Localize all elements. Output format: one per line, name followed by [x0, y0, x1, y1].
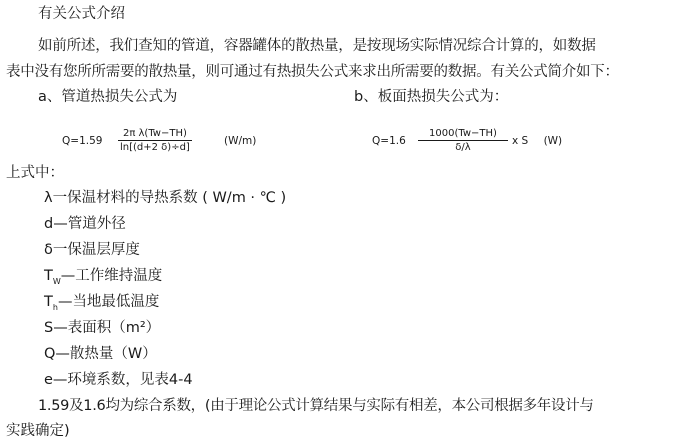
formula-b-numerator: 1000(Tw−TH) — [418, 127, 508, 141]
legend-text: —环境系数，见表4-4 — [52, 372, 193, 388]
heading: 有关公式介绍 — [38, 6, 125, 22]
legend-symbol-sub: h — [52, 302, 58, 312]
legend-symbol: λ — [44, 190, 53, 206]
note-line-1: 1.59及1.6均为综合系数，(由于理论公式计算结果与实际有相差，本公司根据多年设计与 — [38, 398, 594, 414]
formula-a-unit: (W/m) — [224, 135, 257, 147]
legend-text: —管道外径 — [53, 216, 126, 232]
legend-text: —工作维持温度 — [60, 268, 163, 284]
legend-text: 一保温层厚度 — [52, 242, 140, 258]
legend-symbol: e — [44, 372, 53, 388]
legend-symbol: d — [44, 216, 54, 232]
legend-text: —表面积（m²） — [53, 320, 161, 336]
intro-paragraph-line-1: 如前所述，我们查知的管道，容器罐体的散热量，是按现场实际情况综合计算的，如数据 — [38, 38, 596, 54]
legend-text: —散热量（W） — [55, 346, 157, 362]
formula-b-label: b、板面热损失公式为： — [354, 89, 509, 105]
formula-b-fraction — [418, 127, 508, 154]
formula-b-unit: (W) — [543, 135, 563, 147]
legend-item — [44, 318, 160, 344]
legend-symbol: S — [44, 320, 54, 336]
legend-text: 一保温材料的导热系数 ( W/m · ℃ ) — [52, 190, 287, 206]
intro-paragraph-line-2: 表中没有您所所需要的散热量，则可通过有热损失公式来求出所需要的数据。有关公式简介如下： — [6, 64, 619, 80]
legend-symbol: Q — [44, 346, 56, 362]
formula-a-numerator: 2π λ(Tw−TH) — [118, 127, 192, 141]
legend-symbol-sub: W — [52, 276, 61, 286]
legend-item — [44, 344, 157, 370]
formula-b-lhs: Q=1.6 — [372, 135, 406, 147]
formula-a-denominator: ln[(d+2 δ)÷d] — [120, 142, 190, 153]
formula-a-lhs: Q=1.59 — [62, 135, 103, 147]
formula-b-multiplier: x S — [512, 135, 529, 147]
legend-item — [44, 214, 126, 240]
legend-item — [44, 292, 159, 318]
formula-a-fraction — [118, 127, 192, 154]
legend-symbol: T — [44, 294, 53, 310]
formula-a — [62, 134, 102, 148]
legend-title: 上式中： — [6, 165, 64, 181]
formula-b-denominator: δ/λ — [455, 142, 471, 153]
legend-symbol: T — [44, 268, 53, 284]
formula-a-label: a、管道热损失公式为 — [38, 89, 178, 105]
legend-item — [44, 266, 162, 292]
legend-item — [44, 370, 193, 396]
legend-item — [44, 188, 286, 214]
formula-b — [372, 134, 406, 148]
legend-text: —当地最低温度 — [57, 294, 160, 310]
legend-symbol: δ — [44, 242, 53, 258]
formula-b-tail — [512, 134, 562, 148]
legend-item — [44, 240, 140, 266]
note-line-2: 实践确定) — [6, 423, 70, 439]
